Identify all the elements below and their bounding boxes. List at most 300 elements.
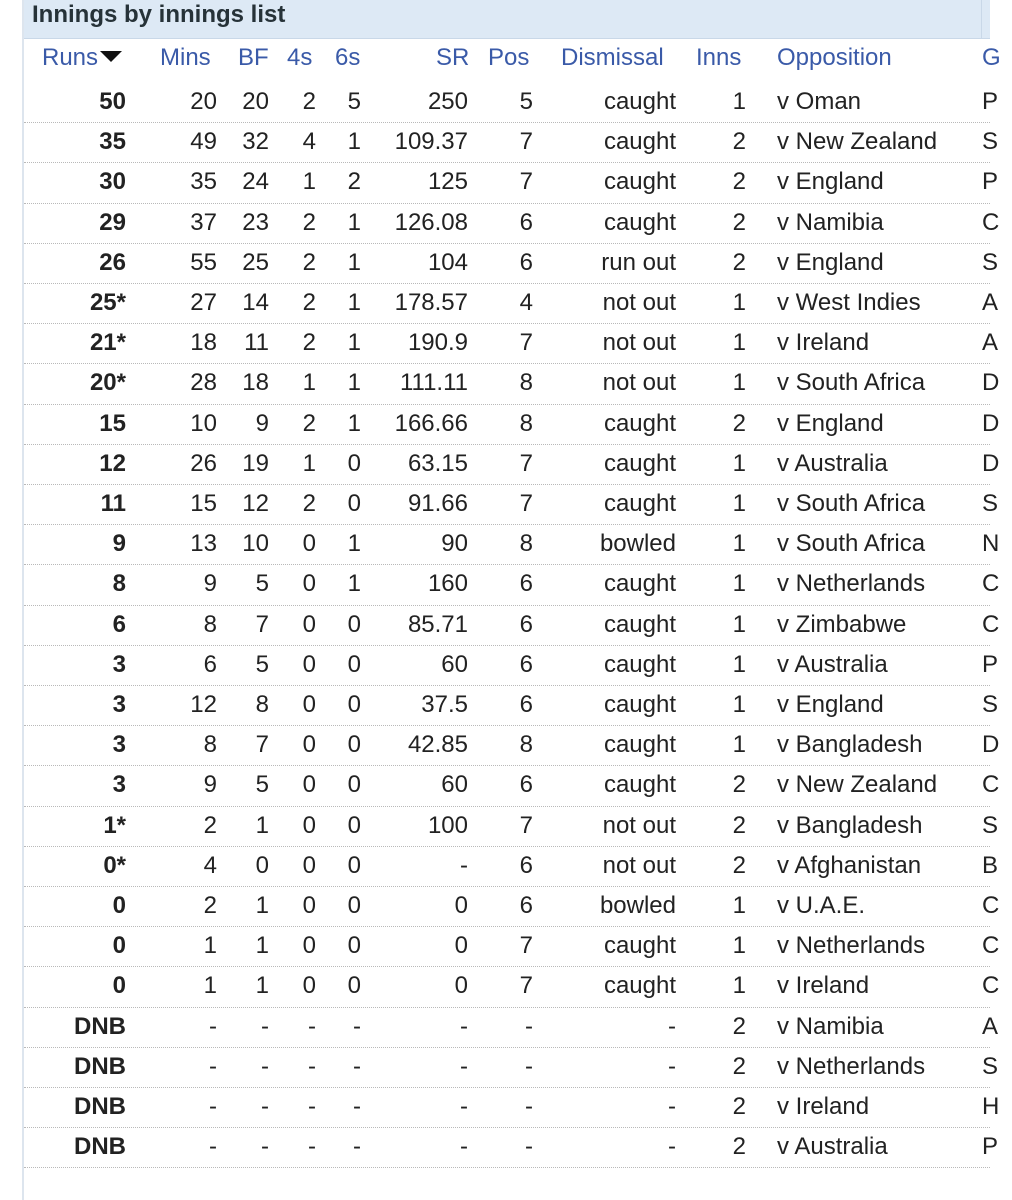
cell-runs: DNB [74, 1133, 126, 1161]
cell-4s: 2 [302, 329, 316, 357]
cell-inns: 1 [732, 932, 746, 960]
cell-runs: 30 [99, 168, 126, 196]
cell-4s: 1 [302, 369, 316, 397]
cell-dismissal: run out [601, 248, 676, 276]
header-4s[interactable]: 4s [287, 44, 313, 71]
cell-mins: - [209, 1052, 217, 1080]
table-row [24, 122, 999, 163]
table-row [24, 363, 1000, 404]
cell-pos: 7 [519, 811, 533, 839]
cell-inns: 2 [732, 811, 746, 839]
cell-opposition: v Zimbabwe [777, 610, 907, 638]
cell-sr: 111.11 [399, 369, 468, 397]
cell-sr: - [460, 851, 468, 879]
table-row [24, 404, 1000, 445]
cell-sr: 166.66 [394, 409, 468, 437]
cell-dismissal: caught [603, 570, 676, 598]
cell-ground: C [982, 932, 1000, 960]
cell-runs: 6 [112, 610, 126, 638]
cell-pos: 6 [519, 851, 533, 879]
cell-mins: - [209, 1133, 217, 1161]
cell-inns: 1 [732, 650, 746, 678]
cell-bf: 1 [255, 811, 269, 839]
cell-ground: P [982, 650, 999, 678]
cell-opposition: v U.A.E. [777, 892, 866, 919]
cell-mins: 37 [190, 208, 217, 236]
cell-6s: 1 [347, 128, 361, 156]
cell-runs: DNB [74, 1012, 126, 1040]
cell-pos: 7 [519, 932, 533, 960]
cell-opposition: v Ireland [777, 1093, 870, 1120]
cell-ground: A [982, 1012, 999, 1040]
cell-bf: 5 [255, 650, 269, 678]
cell-pos: - [525, 1133, 533, 1161]
cell-sr: 0 [454, 972, 468, 1000]
cell-pos: 6 [519, 570, 533, 598]
cell-sr: - [460, 1052, 468, 1080]
cell-inns: 1 [732, 530, 746, 558]
cell-4s: 0 [302, 691, 316, 718]
cell-pos: 8 [519, 409, 533, 437]
cell-ground: S [982, 1052, 999, 1080]
header-ground[interactable]: G [982, 44, 1001, 71]
cell-inns: 1 [732, 449, 746, 477]
cell-bf: 25 [242, 248, 269, 276]
cell-dismissal: caught [603, 128, 676, 156]
cell-sr: 0 [454, 892, 468, 919]
cell-opposition: v England [777, 248, 884, 276]
cell-inns: 2 [732, 409, 746, 437]
cell-inns: 1 [732, 289, 746, 316]
cell-6s: 0 [347, 610, 361, 638]
cell-runs: 11 [100, 490, 126, 517]
cell-pos: 7 [519, 329, 533, 357]
cell-sr: 60 [441, 650, 468, 678]
cell-pos: 8 [519, 369, 533, 397]
table-row [24, 444, 1000, 485]
cell-4s: 0 [302, 650, 316, 678]
cell-runs: 9 [112, 530, 126, 558]
table-row [24, 1087, 1000, 1128]
cell-inns: 1 [732, 369, 746, 397]
cell-sr: 0 [454, 932, 468, 960]
cell-ground: C [982, 771, 1000, 799]
cell-sr: 104 [427, 248, 468, 276]
cell-opposition: v Afghanistan [777, 851, 922, 879]
cell-mins: 10 [190, 409, 217, 437]
cell-opposition: v Namibia [777, 1012, 884, 1040]
table-row [24, 886, 1000, 927]
cell-opposition: v Oman [777, 88, 862, 115]
cell-ground: C [982, 208, 1000, 236]
cell-4s: 2 [302, 248, 316, 276]
table-row [24, 323, 999, 364]
cell-dismissal: caught [603, 409, 676, 437]
cell-sr: - [460, 1012, 468, 1040]
cell-mins: 28 [190, 369, 217, 397]
cell-runs: 3 [112, 731, 126, 759]
cell-runs: 29 [99, 208, 126, 236]
cell-pos: 6 [519, 610, 533, 638]
table-row [24, 484, 999, 525]
cell-inns: 2 [732, 1133, 746, 1161]
table-caption [24, 0, 990, 39]
cell-bf: 7 [255, 731, 269, 759]
cell-sr: 250 [427, 88, 468, 115]
cell-6s: 2 [347, 168, 361, 196]
table-row [24, 685, 999, 726]
cell-4s: - [308, 1133, 316, 1161]
cell-bf: 8 [255, 691, 269, 718]
cell-4s: 0 [302, 530, 316, 558]
cell-4s: 0 [302, 932, 316, 960]
cell-4s: 2 [302, 409, 316, 437]
table-row [24, 725, 1000, 766]
cell-6s: 1 [347, 369, 361, 397]
cell-bf: 10 [242, 530, 269, 558]
cell-6s: 5 [347, 88, 361, 115]
cell-ground: P [982, 168, 999, 196]
table-row [24, 564, 1000, 605]
cell-inns: 1 [732, 490, 746, 517]
cell-opposition: v New Zealand [777, 128, 938, 156]
cell-bf: 24 [242, 168, 269, 196]
cell-ground: S [982, 248, 999, 276]
table-row [24, 645, 999, 686]
cell-sr: 109.37 [394, 128, 468, 156]
cell-dismissal: caught [603, 932, 676, 960]
cell-4s: 2 [302, 490, 316, 517]
cell-6s: 0 [347, 691, 361, 718]
cell-4s: 2 [302, 289, 316, 316]
cell-ground: C [982, 610, 1000, 638]
cell-sr: 42.85 [407, 731, 468, 759]
header-sr[interactable]: SR [436, 44, 470, 71]
table-row [24, 966, 1000, 1007]
cell-opposition: v South Africa [777, 369, 926, 397]
cell-pos: 7 [519, 128, 533, 156]
cell-dismissal: - [668, 1052, 676, 1080]
cell-runs: 0 [112, 972, 126, 1000]
cell-inns: 1 [732, 329, 746, 357]
cell-inns: 2 [732, 1012, 746, 1040]
cell-ground: P [982, 1133, 999, 1161]
cell-4s: 0 [302, 570, 316, 598]
cell-4s: 0 [302, 972, 316, 1000]
cell-ground: S [982, 128, 999, 156]
cell-mins: 8 [203, 731, 217, 759]
cell-mins: - [209, 1012, 217, 1040]
cell-dismissal: bowled [599, 530, 676, 558]
cell-mins: 27 [190, 289, 217, 316]
cell-dismissal: caught [603, 771, 676, 799]
cell-mins: 20 [190, 88, 217, 115]
cell-sr: 85.71 [407, 610, 468, 638]
cell-runs: 20* [89, 369, 126, 397]
cell-runs: 8 [112, 570, 126, 598]
cell-inns: 1 [732, 570, 746, 598]
cell-bf: 20 [242, 88, 269, 115]
cell-ground: S [982, 490, 999, 517]
cell-6s: - [353, 1012, 361, 1040]
cell-mins: 1 [203, 932, 217, 960]
cell-4s: 0 [302, 892, 316, 919]
header-opposition[interactable]: Opposition [777, 44, 892, 71]
cell-ground: H [982, 1093, 1000, 1120]
cell-6s: 0 [347, 811, 361, 839]
cell-pos: 6 [519, 892, 533, 919]
cell-4s: - [308, 1052, 316, 1080]
cell-mins: 8 [203, 610, 217, 638]
table-title: Innings by innings list [32, 1, 286, 28]
cell-ground: D [982, 731, 1000, 759]
cell-dismissal: caught [603, 731, 676, 759]
cell-opposition: v England [777, 409, 884, 437]
cell-dismissal: - [668, 1012, 676, 1040]
cell-inns: 1 [732, 892, 746, 919]
cell-runs: 25* [89, 289, 126, 316]
cell-bf: - [261, 1052, 269, 1080]
cell-6s: - [353, 1133, 361, 1161]
cell-inns: 2 [732, 208, 746, 236]
cell-mins: 2 [203, 811, 217, 839]
cell-inns: 2 [732, 851, 746, 879]
cell-4s: - [308, 1093, 316, 1120]
table-row [24, 162, 999, 203]
cell-inns: 2 [732, 1052, 746, 1080]
cell-mins: 6 [203, 650, 217, 678]
cell-mins: 9 [203, 570, 217, 598]
cell-ground: N [982, 530, 1000, 558]
cell-pos: 8 [519, 530, 533, 558]
cell-4s: 0 [302, 771, 316, 799]
table-row [24, 1127, 999, 1168]
cell-ground: A [982, 289, 999, 316]
cell-opposition: v Australia [777, 650, 888, 678]
cell-opposition: v Bangladesh [777, 731, 923, 759]
cell-dismissal: not out [602, 369, 676, 397]
cell-opposition: v Netherlands [777, 570, 926, 598]
header-6s[interactable]: 6s [335, 44, 361, 71]
cell-ground: S [982, 811, 999, 839]
cell-dismissal: - [668, 1133, 676, 1161]
cell-pos: 5 [519, 88, 533, 115]
cell-runs: 50 [99, 88, 126, 115]
cell-runs: 26 [99, 248, 126, 276]
cell-6s: 1 [347, 248, 361, 276]
cell-dismissal: caught [603, 972, 676, 1000]
table-row [24, 82, 999, 123]
header-mins[interactable]: Mins [160, 44, 211, 71]
cell-dismissal: caught [603, 168, 676, 196]
cell-bf: 0 [255, 851, 269, 879]
cell-6s: 0 [347, 972, 361, 1000]
cell-pos: 7 [519, 490, 533, 517]
cell-ground: D [982, 449, 1000, 477]
cell-mins: 18 [190, 329, 217, 357]
cell-pos: 6 [519, 248, 533, 276]
cell-bf: 5 [255, 570, 269, 598]
cell-inns: 2 [732, 248, 746, 276]
cell-opposition: v South Africa [777, 490, 926, 517]
cell-ground: D [982, 409, 1000, 437]
cell-sr: 190.9 [407, 329, 468, 357]
cell-bf: - [261, 1012, 269, 1040]
cell-bf: 14 [242, 289, 269, 316]
cell-mins: 35 [190, 168, 217, 196]
cell-inns: 2 [732, 1093, 746, 1120]
cell-sr: 63.15 [407, 449, 468, 477]
cell-ground: D [982, 369, 1000, 397]
cell-runs: 15 [99, 409, 126, 437]
cell-inns: 1 [732, 691, 746, 718]
cell-mins: 55 [190, 248, 217, 276]
cell-4s: 0 [302, 811, 316, 839]
header-runs-label: Runs [42, 44, 99, 71]
cell-sr: - [460, 1093, 468, 1120]
cell-runs: 12 [99, 449, 126, 477]
cell-mins: 12 [190, 691, 217, 718]
cell-mins: 4 [203, 851, 217, 879]
header-pos[interactable]: Pos [488, 44, 530, 71]
cell-4s: 0 [302, 851, 316, 879]
cell-mins: 26 [190, 449, 217, 477]
cell-opposition: v New Zealand [777, 771, 938, 799]
cell-dismissal: caught [603, 650, 676, 678]
cell-6s: 1 [347, 329, 361, 357]
cell-6s: 1 [347, 409, 361, 437]
cell-ground: P [982, 88, 999, 115]
cell-opposition: v Namibia [777, 208, 884, 236]
cell-mins: 2 [203, 892, 217, 919]
cell-opposition: v England [777, 168, 884, 196]
cell-mins: 13 [190, 530, 217, 558]
caption-edge [981, 0, 982, 38]
cell-4s: 1 [302, 449, 316, 477]
cell-6s: 0 [347, 650, 361, 678]
cell-runs: 3 [112, 771, 126, 799]
cell-sr: - [460, 1133, 468, 1161]
cell-sr: 126.08 [394, 208, 468, 236]
cell-pos: 7 [519, 972, 533, 1000]
cell-inns: 1 [732, 610, 746, 638]
header-runs[interactable] [42, 44, 122, 72]
cell-sr: 178.57 [394, 289, 468, 316]
cell-runs: 1* [103, 811, 126, 839]
cell-mins: 9 [203, 771, 217, 799]
cell-dismissal: bowled [599, 892, 676, 919]
table-row [24, 1007, 999, 1048]
cell-opposition: v South Africa [777, 530, 926, 558]
cell-runs: 35 [99, 128, 126, 156]
cell-pos: 6 [519, 208, 533, 236]
cell-6s: 0 [347, 731, 361, 759]
cell-opposition: v Australia [777, 449, 888, 477]
cell-opposition: v Ireland [777, 329, 870, 357]
cell-sr: 160 [427, 570, 468, 598]
cell-6s: 1 [347, 208, 361, 236]
cell-bf: 1 [255, 972, 269, 1000]
cell-dismissal: not out [602, 811, 676, 839]
cell-ground: C [982, 892, 1000, 919]
header-bf[interactable]: BF [238, 44, 269, 71]
cell-pos: 7 [519, 449, 533, 477]
cell-dismissal: caught [603, 691, 676, 718]
cell-bf: 11 [244, 329, 269, 357]
cell-ground: C [982, 972, 1000, 1000]
cell-pos: 6 [519, 650, 533, 678]
cell-dismissal: not out [602, 289, 676, 316]
cell-runs: 3 [112, 691, 126, 718]
cell-runs: 0 [112, 932, 126, 960]
cell-inns: 2 [732, 168, 746, 196]
cell-6s: - [353, 1093, 361, 1120]
cell-bf: 18 [242, 369, 269, 397]
cell-6s: 0 [347, 851, 361, 879]
cell-sr: 100 [427, 811, 468, 839]
table-row [24, 765, 1000, 806]
cell-dismissal: caught [603, 490, 676, 517]
cell-pos: - [525, 1093, 533, 1120]
table-row [24, 806, 999, 847]
cell-inns: 2 [732, 771, 746, 799]
cell-4s: 2 [302, 208, 316, 236]
cell-bf: 1 [255, 892, 269, 919]
cell-opposition: v Australia [777, 1133, 888, 1161]
cell-inns: 1 [732, 731, 746, 759]
cell-bf: 12 [242, 490, 269, 517]
cell-4s: 0 [302, 731, 316, 759]
table-row [24, 846, 999, 887]
cell-pos: 8 [519, 731, 533, 759]
cell-opposition: v West Indies [777, 289, 921, 316]
cell-ground: C [982, 570, 1000, 598]
cell-runs: 21* [89, 329, 126, 357]
cell-sr: 37.5 [421, 691, 468, 718]
table-header [0, 40, 1001, 80]
cell-6s: 1 [347, 530, 361, 558]
cell-dismissal: not out [602, 329, 676, 357]
cell-mins: - [209, 1093, 217, 1120]
cell-dismissal: caught [603, 208, 676, 236]
cell-4s: 0 [302, 610, 316, 638]
cell-bf: 5 [255, 771, 269, 799]
cell-6s: 0 [347, 892, 361, 919]
cell-pos: - [525, 1012, 533, 1040]
header-dismissal[interactable]: Dismissal [561, 44, 664, 71]
cell-dismissal: caught [603, 449, 676, 477]
table-row [24, 926, 1000, 967]
cell-mins: 15 [190, 490, 217, 517]
table-row [24, 605, 1000, 646]
cell-4s: - [308, 1012, 316, 1040]
cell-pos: 6 [519, 691, 533, 718]
cell-bf: 32 [242, 128, 269, 156]
table-row [24, 524, 1000, 565]
cell-dismissal: - [668, 1093, 676, 1120]
cell-6s: 0 [347, 490, 361, 517]
table-row [24, 243, 999, 284]
cell-runs: 3 [112, 650, 126, 678]
cell-inns: 2 [732, 128, 746, 156]
cell-inns: 1 [732, 88, 746, 115]
cell-bf: - [261, 1093, 269, 1120]
cell-dismissal: not out [602, 851, 676, 879]
cell-opposition: v England [777, 691, 884, 718]
cell-mins: 1 [203, 972, 217, 1000]
cell-sr: 91.66 [407, 490, 468, 517]
header-inns[interactable]: Inns [696, 44, 742, 71]
